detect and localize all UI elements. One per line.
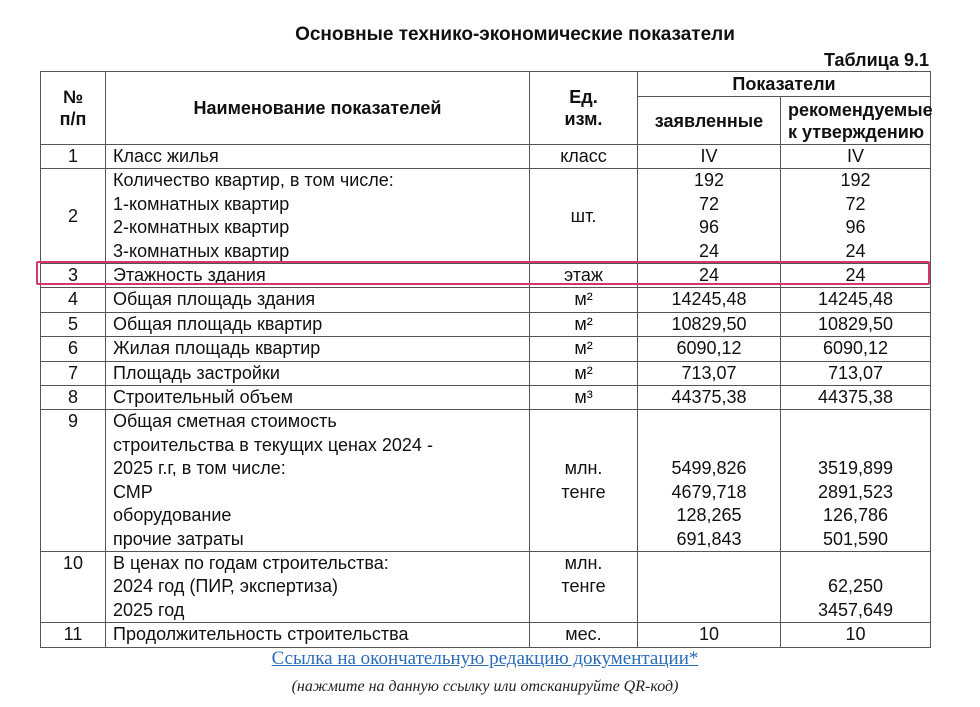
indicator-name <box>106 410 530 551</box>
table-label: Таблица 9.1 <box>823 50 929 70</box>
recommended-value-line: 10 <box>845 624 866 645</box>
table-row <box>41 410 931 551</box>
declared-value <box>638 169 781 264</box>
unit-cell <box>530 623 638 647</box>
recommended-value <box>781 361 931 385</box>
declared-value-line: IV <box>700 146 718 166</box>
declared-value <box>638 410 781 551</box>
row-number-value: 8 <box>67 387 78 408</box>
declared-value <box>638 264 781 288</box>
table-body <box>41 145 931 648</box>
indicator-name-line: В ценах по годам строительства: <box>113 552 389 573</box>
declared-value-line: 24 <box>698 265 720 286</box>
indicator-name <box>106 145 530 169</box>
row-number <box>41 169 106 264</box>
recommended-value <box>781 410 931 551</box>
recommended-value <box>781 169 931 264</box>
indicator-name <box>106 551 530 622</box>
header-unit-line: изм. <box>564 109 603 129</box>
row-number-value: 7 <box>67 362 78 383</box>
unit-line: м³ <box>574 387 593 408</box>
indicator-name-line: Строительный объем <box>113 387 293 408</box>
indicator-name-line: Жилая площадь квартир <box>113 338 321 359</box>
declared-value <box>638 145 781 169</box>
recommended-value-line: 24 <box>845 265 866 286</box>
unit-cell <box>530 361 638 385</box>
indicator-name-line: Общая сметная стоимость <box>113 411 337 432</box>
recommended-value-line: 3457,649 <box>817 599 894 620</box>
row-number <box>41 551 106 622</box>
spacer <box>537 434 630 457</box>
recommended-value-line: 3519,899 <box>817 458 894 479</box>
unit-line: м² <box>574 289 593 310</box>
recommended-value <box>781 386 931 410</box>
indicator-name-line: 2025 г.г, в том числе: <box>113 458 286 479</box>
declared-value-line: 6090,12 <box>676 338 742 359</box>
header-unit-line: Ед. <box>569 87 598 107</box>
indicator-name-line: Общая площадь квартир <box>113 313 323 334</box>
unit-line: м² <box>574 362 593 383</box>
recommended-value-line: 713,07 <box>827 362 884 383</box>
indicator-name <box>106 312 530 336</box>
declared-value <box>638 386 781 410</box>
table-row <box>41 312 931 336</box>
row-number-value: 9 <box>67 411 78 432</box>
unit-line: тенге <box>561 576 606 597</box>
header-declared: заявленные <box>638 97 781 145</box>
indicator-name-line: Площадь застройки <box>113 362 280 383</box>
indicators-table <box>40 71 931 648</box>
unit-cell <box>530 386 638 410</box>
unit-line: этаж <box>564 265 603 286</box>
unit-line: мес. <box>565 624 602 645</box>
spacer <box>645 410 773 433</box>
recommended-value <box>781 264 931 288</box>
indicator-name <box>106 386 530 410</box>
unit-cell <box>530 337 638 361</box>
unit-line: м² <box>574 313 593 334</box>
recommended-value-line: 62,250 <box>827 576 884 597</box>
recommended-value <box>781 145 931 169</box>
row-number <box>41 386 106 410</box>
unit-line: млн. <box>564 458 603 479</box>
indicator-name-line: строительства в текущих ценах 2024 - <box>113 434 433 455</box>
indicator-name-line: оборудование <box>113 505 232 526</box>
declared-value <box>638 623 781 647</box>
header-num-line: № <box>62 87 84 107</box>
unit-line: млн. <box>564 552 603 573</box>
header-recommended-line: к утверждению <box>788 121 925 142</box>
header-num-line: п/п <box>59 109 87 129</box>
recommended-value-line: 72 <box>845 193 866 214</box>
recommended-value-line: 24 <box>845 240 866 261</box>
recommended-value-line: 126,786 <box>822 505 889 526</box>
row-number <box>41 145 106 169</box>
row-number <box>41 361 106 385</box>
indicator-name-line: Количество квартир, в том числе: <box>113 170 394 191</box>
row-number <box>41 623 106 647</box>
indicator-name <box>106 361 530 385</box>
row-number <box>41 312 106 336</box>
spacer <box>788 410 923 433</box>
table-row <box>41 623 931 647</box>
unit-cell <box>530 169 638 264</box>
recommended-value <box>781 551 931 622</box>
declared-value-line: 10 <box>698 624 720 645</box>
table-row <box>41 386 931 410</box>
recommended-value <box>781 312 931 336</box>
table-row <box>41 361 931 385</box>
table-row <box>41 264 931 288</box>
recommended-value-line: 10829,50 <box>817 313 894 334</box>
row-number-value: 2 <box>67 205 78 226</box>
declared-value <box>638 361 781 385</box>
unit-cell <box>530 551 638 622</box>
indicator-name-line: 2024 год (ПИР, экспертиза) <box>113 576 338 597</box>
recommended-value-line: IV <box>846 146 864 166</box>
table-row <box>41 169 931 264</box>
table-row <box>41 288 931 312</box>
declared-value-line: 24 <box>698 240 720 261</box>
recommended-value <box>781 623 931 647</box>
indicator-name-line: Продолжительность строительства <box>113 624 409 645</box>
unit-cell <box>530 288 638 312</box>
unit-line: тенге <box>561 481 606 502</box>
spacer <box>788 552 923 575</box>
unit-line: класс <box>560 146 607 166</box>
declared-value-line: 10829,50 <box>671 313 747 334</box>
unit-line: шт. <box>570 205 597 226</box>
header-indicators: Показатели <box>638 72 931 97</box>
header-unit <box>530 72 638 145</box>
indicator-name-line: 2-комнатных квартир <box>113 217 290 238</box>
spacer <box>788 434 923 457</box>
declared-value-line: 713,07 <box>681 362 737 383</box>
header-recommended <box>781 97 931 145</box>
recommended-value-line: 6090,12 <box>822 338 889 359</box>
indicator-name <box>106 623 530 647</box>
row-number-value: 6 <box>67 338 78 359</box>
spacer <box>645 434 773 457</box>
indicator-name-line: 3-комнатных квартир <box>113 240 290 261</box>
indicator-name <box>106 288 530 312</box>
indicator-name-line: прочие затраты <box>113 528 244 549</box>
row-number-value: 10 <box>62 552 84 573</box>
declared-value <box>638 337 781 361</box>
declared-value-line: 4679,718 <box>671 481 747 502</box>
table-row <box>41 337 931 361</box>
indicator-name-line: Общая площадь здания <box>113 289 316 310</box>
declared-value-line: 72 <box>698 193 720 214</box>
declared-value-line: 44375,38 <box>671 387 747 408</box>
header-num <box>41 72 106 145</box>
declared-value-line: 691,843 <box>676 528 742 549</box>
table-row <box>41 145 931 169</box>
unit-line: м² <box>574 338 593 359</box>
declared-value-line: 5499,826 <box>671 458 747 479</box>
indicator-name-line: 2025 год <box>113 599 185 620</box>
unit-cell <box>530 264 638 288</box>
unit-cell <box>530 312 638 336</box>
recommended-value <box>781 337 931 361</box>
link-note: (нажмите на данную ссылку или отсканируйте QR-код) <box>291 678 679 695</box>
spacer <box>537 410 630 433</box>
row-number <box>41 264 106 288</box>
indicator-name-line: 1-комнатных квартир <box>113 193 290 214</box>
indicator-name-line: Этажность здания <box>113 265 266 286</box>
indicator-name <box>106 264 530 288</box>
indicator-name <box>106 169 530 264</box>
document-title: Основные технико-экономические показатели <box>295 24 735 45</box>
declared-value <box>638 312 781 336</box>
row-number <box>41 410 106 551</box>
unit-cell <box>530 145 638 169</box>
indicator-name-line: СМР <box>113 481 153 502</box>
indicator-name-line: Класс жилья <box>113 146 219 166</box>
recommended-value-line: 44375,38 <box>817 387 894 408</box>
documentation-link[interactable]: Ссылка на окончательную редакцию документации* <box>271 648 699 669</box>
row-number-value: 3 <box>67 265 78 286</box>
recommended-value-line: 192 <box>840 170 871 191</box>
row-number-value: 1 <box>67 146 78 166</box>
recommended-value-line: 2891,523 <box>817 481 894 502</box>
recommended-value <box>781 288 931 312</box>
declared-value-line: 96 <box>698 217 720 238</box>
header-recommended-line: рекомендуемые <box>788 99 933 120</box>
declared-value-line: 192 <box>693 170 725 191</box>
row-number-value: 4 <box>67 289 78 310</box>
recommended-value-line: 14245,48 <box>817 289 894 310</box>
declared-value-line: 128,265 <box>676 505 742 526</box>
declared-value <box>638 551 781 622</box>
indicator-name <box>106 337 530 361</box>
table-header-row <box>41 72 931 97</box>
unit-cell <box>530 410 638 551</box>
row-number-value: 5 <box>67 313 78 334</box>
recommended-value-line: 96 <box>845 217 866 238</box>
row-number <box>41 288 106 312</box>
table-row <box>41 551 931 622</box>
row-number-value: 11 <box>63 624 83 645</box>
header-name: Наименование показателей <box>106 72 530 145</box>
row-number <box>41 337 106 361</box>
declared-value <box>638 288 781 312</box>
recommended-value-line: 501,590 <box>822 528 889 549</box>
declared-value-line: 14245,48 <box>671 289 747 310</box>
